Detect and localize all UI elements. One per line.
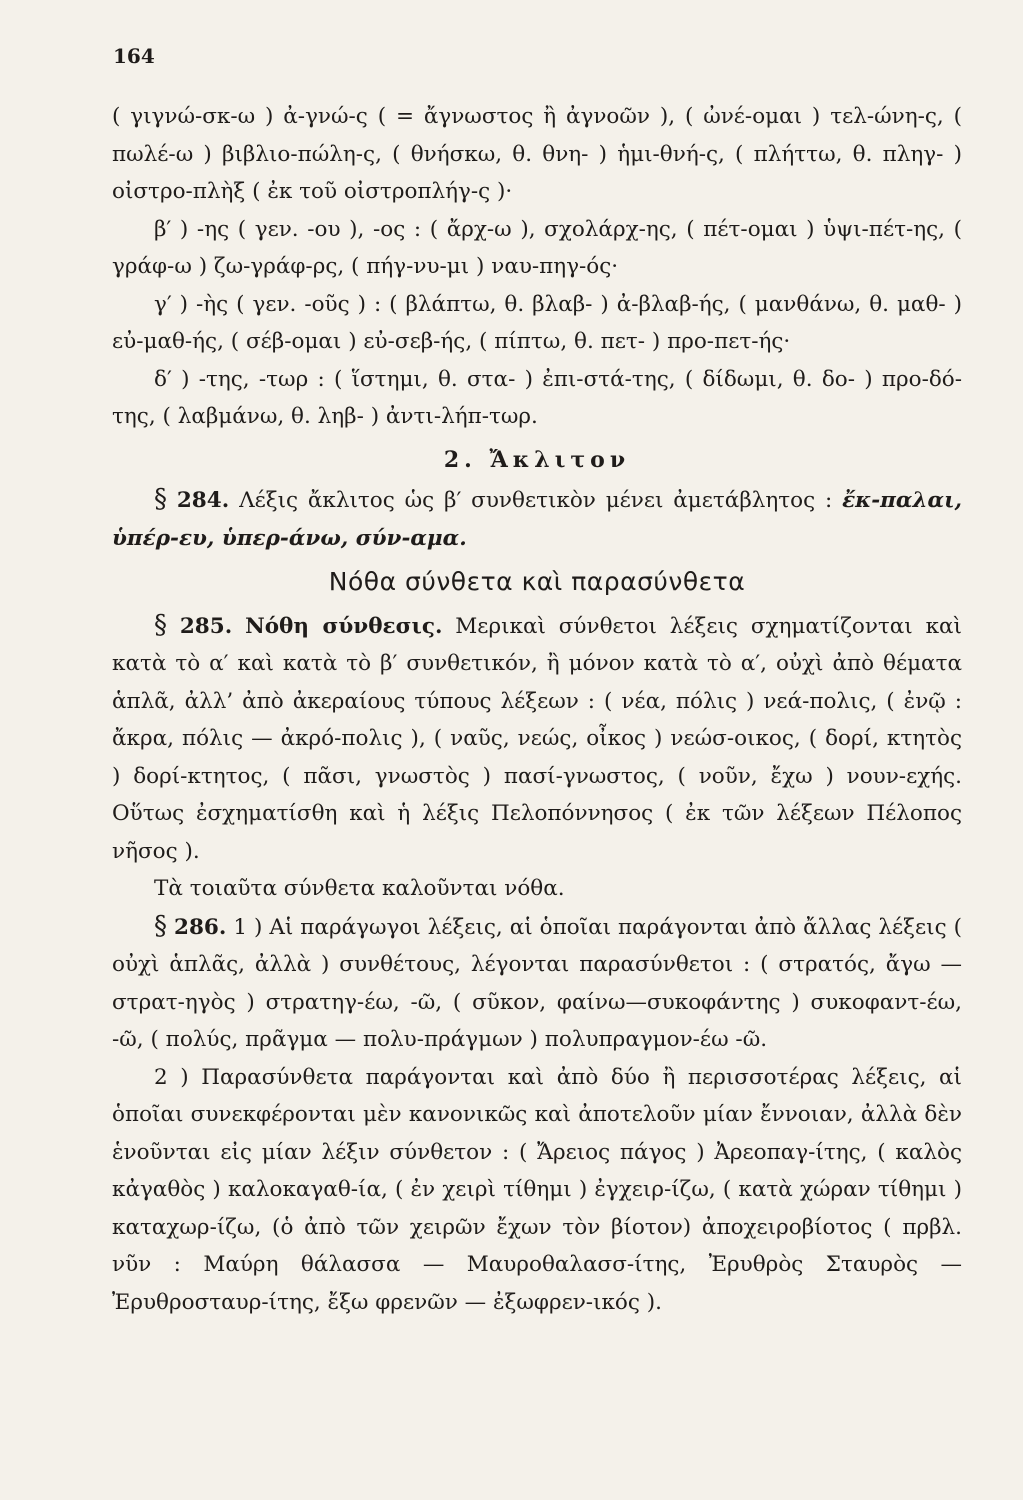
suffix-list-d: δ′ ) -της, -τωρ : ( ἵστημι, θ. στα- ) ἐπι-στά-της, ( δίδωμι, θ. δο- ) προ-δό-της, ( λαβμάνω, θ. ληβ- ) ἀντι-λήπ-τωρ.: [112, 366, 962, 429]
section-286: [112, 908, 962, 1059]
page-number: 164: [113, 44, 155, 68]
heading-aklita: 2. Ἄκλιτον: [443, 446, 631, 473]
section-285-title: Νόθη σύνθεσις.: [245, 613, 443, 639]
section-284-text: Λέξις ἄκλιτος ὡς β′ συνθετικὸν μένει ἀμετάβλητος :: [239, 488, 833, 513]
section-285-note: Τὰ τοιαῦτα σύνθετα καλοῦνται νόθα.: [154, 876, 565, 901]
section-284-examples: ἔκ-παλαι, ὑπέρ-ευ, ὑπερ-άνω, σύν-αμα.: [112, 488, 962, 551]
section-number: 286.: [173, 914, 227, 940]
section-symbol: §: [154, 609, 167, 640]
heading-notha: Νόθα σύνθετα καὶ παρασύνθετα: [328, 567, 746, 596]
section-number: 284.: [176, 488, 230, 513]
section-285: [112, 607, 962, 871]
page-body: [112, 98, 962, 1321]
section-286-para-1: 1 ) Αἱ παράγωγοι λέξεις, αἱ ὁποῖαι παράγονται ἀπὸ ἄλλας λέξεις ( οὐχὶ ἁπλᾶς, ἀλλὰ ) συνθέτους, λέγονται παρασύνθετοι : ( στρατός, ἄγω — στρατ-ηγὸς ) στρατηγ-έω, -ῶ, ( σῦκον, φαίνω—συκοφάντης ) συκοφαντ-έω, -ῶ, ( πολύς, πρᾶγμα — πολυ-πράγμων ) πολυπραγμον-έω -ῶ.: [112, 914, 962, 1052]
section-symbol: §: [154, 910, 167, 941]
section-symbol: §: [154, 484, 167, 514]
suffix-list-c: γ′ ) -ὴς ( γεν. -οῦς ) : ( βλάπτω, θ. βλαβ- ) ἀ-βλαβ-ής, ( μανθάνω, θ. μαθ- ) εὐ-μαθ-ής, ( σέβ-ομαι ) εὐ-σεβ-ής, ( πίπτω, θ. πετ- ) προ-πετ-ής·: [112, 291, 962, 354]
section-284: [112, 481, 962, 557]
section-285-text: Μερικαὶ σύνθετοι λέξεις σχηματίζονται καὶ κατὰ τὸ α′ καὶ κατὰ τὸ β′ συνθετικόν, ἢ μόνον κατὰ τὸ α′, οὐχὶ ἀπὸ θέματα ἁπλᾶ, ἀλλ’ ἀπὸ ἀκεραίους τύπους λέξεων : ( νέα, πόλις ) νεά-πολις, ( ἐνῷ : ἄκρα, πόλις — ἀκρό-πολις ), ( ναῦς, νεώς, οἶκος ) νεώσ-οικος, ( δορί, κτητὸς ) δορί-κτητος, ( πᾶσι, γνωστὸς ) πασί-γνωστος, ( νοῦν, ἔχω ) νουν-εχής. Οὕτως ἐσχηματίσθη καὶ ἡ λέξις Πελοπόννησος ( ἐκ τῶν λέξεων Πέλοπος νῆσος ).: [112, 613, 962, 864]
section-286-para-2: 2 ) Παρασύνθετα παράγονται καὶ ἀπὸ δύο ἢ περισσοτέρας λέξεις, αἱ ὁποῖαι συνεκφέρονται μὲν κανονικῶς καὶ ἀποτελοῦν μίαν ἔννοιαν, ἀλλὰ δὲν ἑνοῦνται εἰς μίαν λέξιν σύνθετον : ( Ἄρειος πάγος ) Ἀρεοπαγ-ίτης, ( καλὸς κἀγαθὸς ) καλοκαγαθ-ία, ( ἐν χειρὶ τίθημι ) ἐγχειρ-ίζω, ( κατὰ χώραν τίθημι ) καταχωρ-ίζω, (ὁ ἀπὸ τῶν χειρῶν ἔχων τὸν βίοτον) ἀποχειροβίοτος ( πρβλ. νῦν : Μαύρη θάλασσα — Μαυροθαλασσ-ίτης, Ἐρυθρὸς Σταυρὸς —Ἐρυθροσταυρ-ίτης, ἔξω φρενῶν — ἐξωφρεν-ικός ).: [112, 1064, 962, 1315]
suffix-list-a: ( γιγνώ-σκ-ω ) ἀ-γνώ-ς ( = ἄγνωστος ἢ ἀγνοῶν ), ( ὠνέ-ομαι ) τελ-ώνη-ς, ( πωλέ-ω ) βιβλιο-πώλη-ς, ( θνήσκω, θ. θνη- ) ἡμι-θνή-ς, ( πλήττω, θ. πληγ- ) οἰστρο-πλὴξ ( ἐκ τοῦ οἰστροπλήγ-ς )·: [112, 104, 962, 204]
section-number: 285.: [179, 613, 233, 639]
suffix-list-b: β′ ) -ης ( γεν. -ου ), -ος : ( ἄρχ-ω ), σχολάρχ-ης, ( πέτ-ομαι ) ὑψι-πέτ-ης, ( γράφ-ω ) ζω-γράφ-ρς, ( πήγ-νυ-μι ) ναυ-πηγ-ός·: [112, 216, 962, 279]
